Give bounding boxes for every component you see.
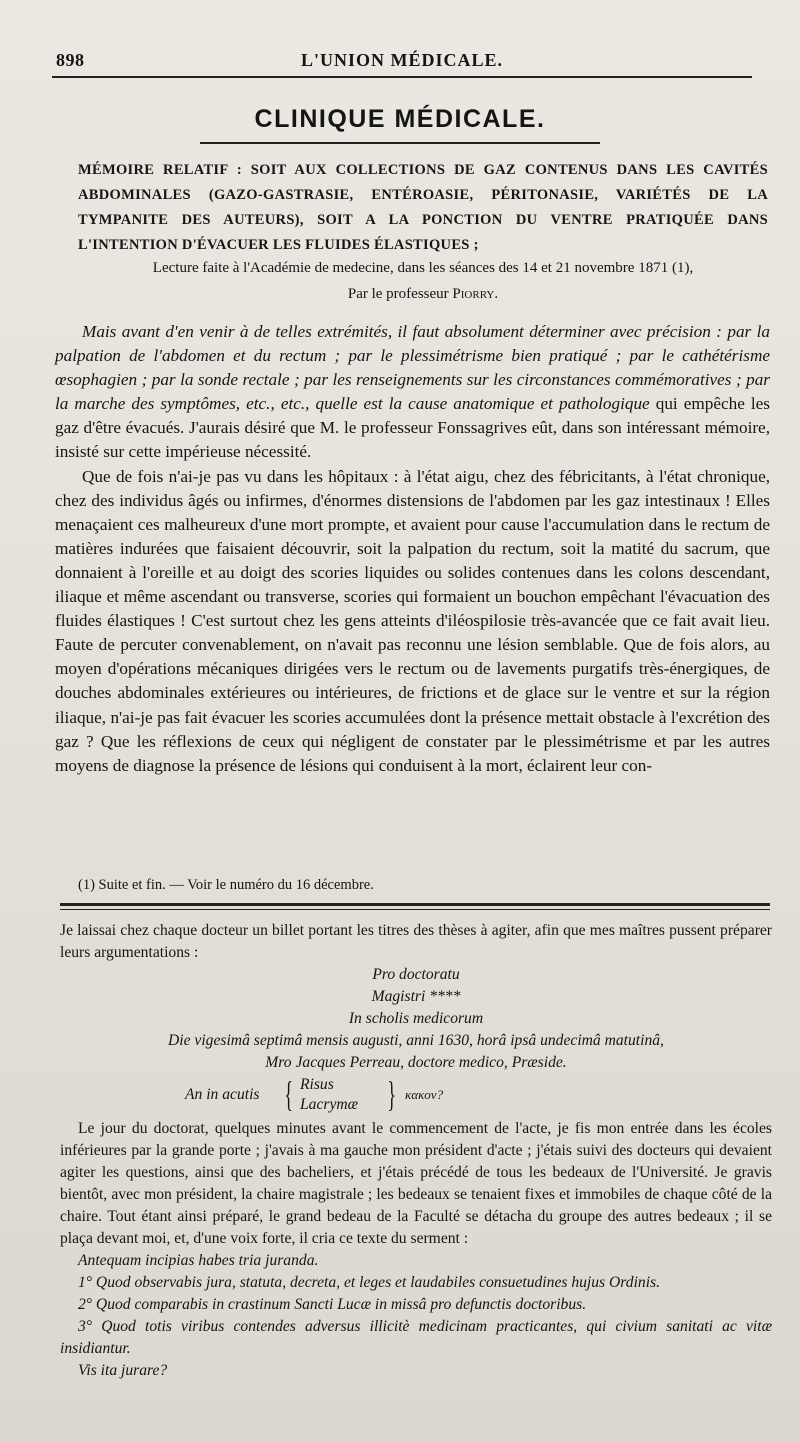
oath-item-2: 2° Quod comparabis in crastinum Sancti Lucæ in missâ pro defunctis doctoribus.: [78, 1296, 587, 1313]
paragraph-1: [55, 320, 770, 465]
thesis-question-prefix: An in acutis: [185, 1086, 260, 1103]
memoire-title: MÉMOIRE RELATIF : SOIT AUX COLLECTIONS DE GAZ CONTENUS DANS LES CAVITÉS ABDOMINALES (GAZO-GASTRASIE, ENTÉROASIE, PÉRITONASIE, VARIÉTÉS DE LA TYMPANITE DES AUTEURS), SOIT A LA PONCTION DU VENTRE PRATIQUÉE DANS L'INTENTION D'ÉVACUER LES FLUIDES ÉLASTIQUES ;: [78, 162, 768, 253]
column-divider-thick: [60, 903, 770, 906]
paragraph-1-italic: Mais avant d'en venir à de telles extrémités, il faut absolument déterminer avec précision : par la palpation de l'abdomen et du rectum ; par le plessimétrisme bien pratiqué ; par le cathétérisme œsophagien ; par la sonde rectale ; par les renseignements sur les circonstances commémoratives ; par la marche des symptômes, etc., etc., quelle est la cause anatomique et pathologique: [55, 322, 770, 414]
thesis-line-5: Mro Jacques Perreau, doctore medico, Præside.: [265, 1054, 567, 1071]
author-line: [78, 284, 768, 304]
oath-intro: Antequam incipias habes tria juranda.: [78, 1252, 319, 1269]
thesis-question: [185, 1074, 772, 1118]
feuilleton-section: [60, 920, 772, 1382]
thesis-option-2: Lacrymæ: [300, 1096, 359, 1113]
thesis-line-2: Magistri ****: [371, 988, 461, 1005]
thesis-greek-word: κακον?: [405, 1087, 444, 1102]
oath-item-1: 1° Quod observabis jura, statuta, decreta, et leges et laudabiles consuetudines hujus Ordinis.: [78, 1274, 660, 1291]
main-article: [55, 320, 770, 778]
page-header: [52, 50, 752, 74]
column-divider-thin: [60, 909, 770, 910]
doctorate-paragraph: Le jour du doctorat, quelques minutes avant le commencement de l'acte, je fis mon entrée dans les écoles inférieures par la grande porte ; j'avais à ma gauche mon président d'acte ; j'étais suivi des docteurs qui devaient agiter les questions, ainsi que des bacheliers, et j'étais précédé de tous les bedeaux de l'Université. Je gravis bientôt, avec mon président, la chaire magistrale ; les bedeaux se tenaient fixes et immobiles de chaque côté de la chaire. Tout étant ainsi préparé, le grand bedeau de la Faculté se détacha du groupe des autres bedeaux ; il se plaça devant moi, et, d'une voix forte, il cria ce texte du serment :: [60, 1120, 772, 1247]
right-brace: }: [387, 1074, 396, 1114]
oath-question: Vis ita jurare?: [78, 1362, 168, 1379]
thesis-line-4: Die vigesimâ septimâ mensis augusti, anni 1630, horâ ipsâ undecimâ matutinâ,: [168, 1032, 664, 1049]
thesis-line-3: In scholis medicorum: [348, 1010, 484, 1027]
header-rule: [52, 76, 752, 78]
intro-paragraph: Je laissai chez chaque docteur un billet portant les titres des thèses à agiter, afin que mes maîtres pussent préparer leurs argumentations :: [60, 922, 772, 961]
lecture-note: Lecture faite à l'Académie de medecine, dans les séances des 14 et 21 novembre 1871 (1),: [152, 260, 694, 276]
page-number: 898: [56, 50, 85, 70]
section-title: CLINIQUE MÉDICALE.: [254, 105, 546, 133]
journal-title: L'UNION MÉDICALE.: [300, 50, 504, 70]
thesis-line-1: Pro doctoratu: [372, 966, 460, 983]
thesis-option-1: Risus: [300, 1076, 334, 1093]
paragraph-1-rest: qui empêche les gaz d'être évacués. J'aurais désiré que M. le professeur Fonssagrives eût, dans son intéressant mémoire, insisté sur cette impérieuse nécessité.: [55, 394, 770, 462]
left-brace: {: [284, 1074, 293, 1114]
section-rule: [200, 142, 600, 144]
paragraph-2: Que de fois n'ai-je pas vu dans les hôpitaux : à l'état aigu, chez des fébricitants, à l'état chronique, chez des individus âgés ou infirmes, d'énormes distensions de l'abdomen par les gaz intestinaux ! Elles menaçaient ces malheureux d'une mort prompte, et avaient pour cause l'accumulation dans le rectum de matières indurées que faisaient découvrir, soit la palpation du rectum, soit la matité du sacrum, que donnaient à l'oreille et au doigt des scories liquides ou solides contenues dans les colons descendant, iliaque et même ascendant ou transverse, scories qui formaient un bouchon empêchant l'évacuation des fluides élastiques ! C'est surtout chez les gens atteints d'iléospilosie très-avancée que ce fait avait lieu. Faute de percuter convenablement, on n'avait pas reconnu une lésion semblable. Que de fois alors, au moyen d'opérations mécaniques dirigées vers le rectum ou de lavements purgatifs très-énergiques, de douches abdominales extérieures ou intérieures, de frictions et de glace sur le ventre et sur la région iliaque, n'ai-je pas fait évacuer les scories accumulées dont la présence mettait obstacle à l'excrétion des gaz ? Que les réflexions de ceux qui négligent de constater par le plessimétrisme et par les autres moyens de diagnose la présence de lésions qui conduisent à la mort, éclairent leur con-: [55, 466, 770, 775]
author-name: Piorry.: [452, 286, 499, 302]
author-prefix: Par le professeur: [347, 286, 449, 302]
footnote: (1) Suite et fin. — Voir le numéro du 16 décembre.: [78, 877, 374, 893]
oath-item-3: 3° Quod totis viribus contendes adversus illicitè medicinam practicantes, qui civium sanitati ac vitæ insidiantur.: [60, 1318, 772, 1357]
